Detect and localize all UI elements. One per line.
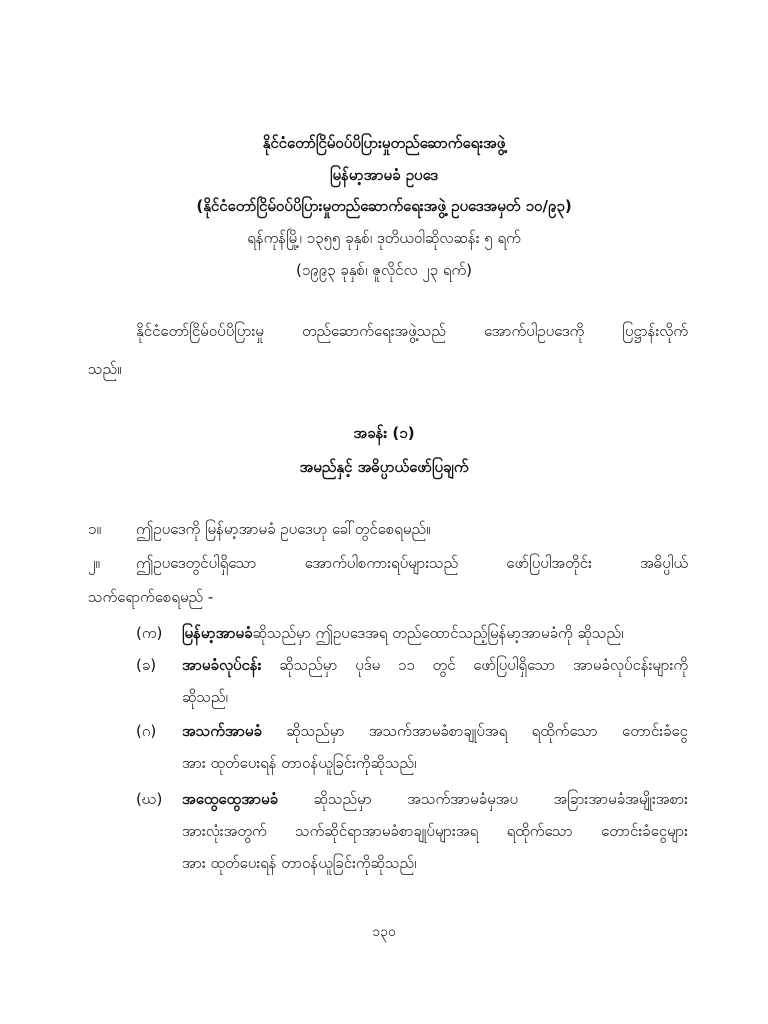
definition-term: မြန်မာ့အာမခံ bbox=[182, 624, 253, 642]
header-date-myanmar: ရန်ကုန်မြို့၊ ၁၃၅၅ ခုနှစ်၊ ဒုတိယဝါဆိုလဆန်း ၅ ရက် bbox=[247, 229, 521, 247]
definition-text: ဆိုသည်မှာ အသက်အာမခံမှအပ အခြားအာမခံအမျိုးအစား bbox=[278, 790, 688, 808]
header-line-1: နိုင်ငံတော်ငြိမ်ဝပ်ပိပြားမှုတည်ဆောက်ရေးအဖွဲ့ bbox=[262, 134, 506, 152]
chapter-number: အခန်း (၁) bbox=[353, 424, 415, 442]
page-number: ၁၃၀ bbox=[372, 924, 396, 940]
definition-text: ဆိုသည်မှာ ဤဥပဒေအရ တည်ထောင်သည့်မြန်မာ့အာမခံကို ဆိုသည်၊ bbox=[252, 624, 624, 642]
definition-label-kha: (ခ) bbox=[136, 656, 157, 674]
definition-label-gha: (ဃ) bbox=[136, 790, 163, 808]
chapter-title: အမည်နှင့် အဓိပ္ပာယ်ဖော်ပြချက် bbox=[299, 458, 469, 476]
definition-gha-line-1 bbox=[182, 790, 688, 812]
definition-label-ga: (ဂ) bbox=[136, 722, 157, 740]
definition-term: အထွေထွေအာမခံ bbox=[182, 790, 279, 808]
header-law-number: (နိုင်ငံတော်ငြိမ်ဝပ်ပိပြားမှုတည်ဆောက်ရေးအဖွဲ့ ဥပဒေအမှတ် ၁၀/၉၃) bbox=[196, 197, 572, 215]
definition-ga-line-2: အား ထုတ်ပေးရန် တာဝန်ယူခြင်းကိုဆိုသည်၊ bbox=[182, 754, 417, 772]
section-1-text: ဤဥပဒေကို မြန်မာ့အာမခံ ဥပဒေဟု ခေါ်တွင်စေရမည်။ bbox=[136, 520, 431, 538]
preamble-line-1: နိုင်ငံတော်ငြိမ်ဝပ်ပိပြားမှု တည်ဆောက်ရေးအဖွဲ့သည် အောက်ပါဥပဒေကို ပြဋ္ဌာန်းလိုက် bbox=[136, 322, 688, 340]
header-law-title: မြန်မာ့အာမခံ ဥပဒေ bbox=[329, 166, 438, 184]
definition-ka-line-1 bbox=[182, 624, 623, 646]
header-date-gregorian: (၁၉၉၃ ခုနှစ်၊ ဇူလိုင်လ ၂၃ ရက်) bbox=[296, 261, 472, 279]
definition-term: အသက်အာမခံ bbox=[182, 722, 262, 740]
section-2-continuation: သက်ရောက်စေရမည် - bbox=[88, 588, 214, 606]
definition-gha-line-3: အား ထုတ်ပေးရန် တာဝန်ယူခြင်းကိုဆိုသည်၊ bbox=[182, 854, 417, 872]
definition-text: ဆိုသည်မှာ အသက်အာမခံစာချုပ်အရ ရထိုက်သော တောင်းခံငွေ bbox=[261, 722, 688, 740]
preamble-line-2: သည်။ bbox=[88, 360, 122, 378]
definition-kha-line-1 bbox=[182, 656, 688, 678]
definition-label-ka: (က) bbox=[136, 624, 163, 642]
definition-term: အာမခံလုပ်ငန်း bbox=[182, 656, 262, 674]
definition-text: ဆိုသည်မှာ ပုဒ်မ ၁၁ တွင် ဖော်ပြပါရှိသော အာမခံလုပ်ငန်းများကို bbox=[261, 656, 688, 674]
definition-ga-line-1 bbox=[182, 722, 688, 744]
definition-gha-line-2: အားလုံးအတွက် သက်ဆိုင်ရာအာမခံစာချုပ်များအရ ရထိုက်သော တောင်းခံငွေများ bbox=[182, 822, 688, 840]
section-2-text: ဤဥပဒေတွင်ပါရှိသော အောက်ပါစကားရပ်များသည် ဖော်ပြပါအတိုင်း အဓိပ္ပါယ် bbox=[136, 554, 688, 572]
section-2-number: ၂။ bbox=[88, 554, 100, 572]
section-1-number: ၁။ bbox=[88, 520, 101, 538]
definition-kha-line-2: ဆိုသည်၊ bbox=[182, 688, 228, 706]
